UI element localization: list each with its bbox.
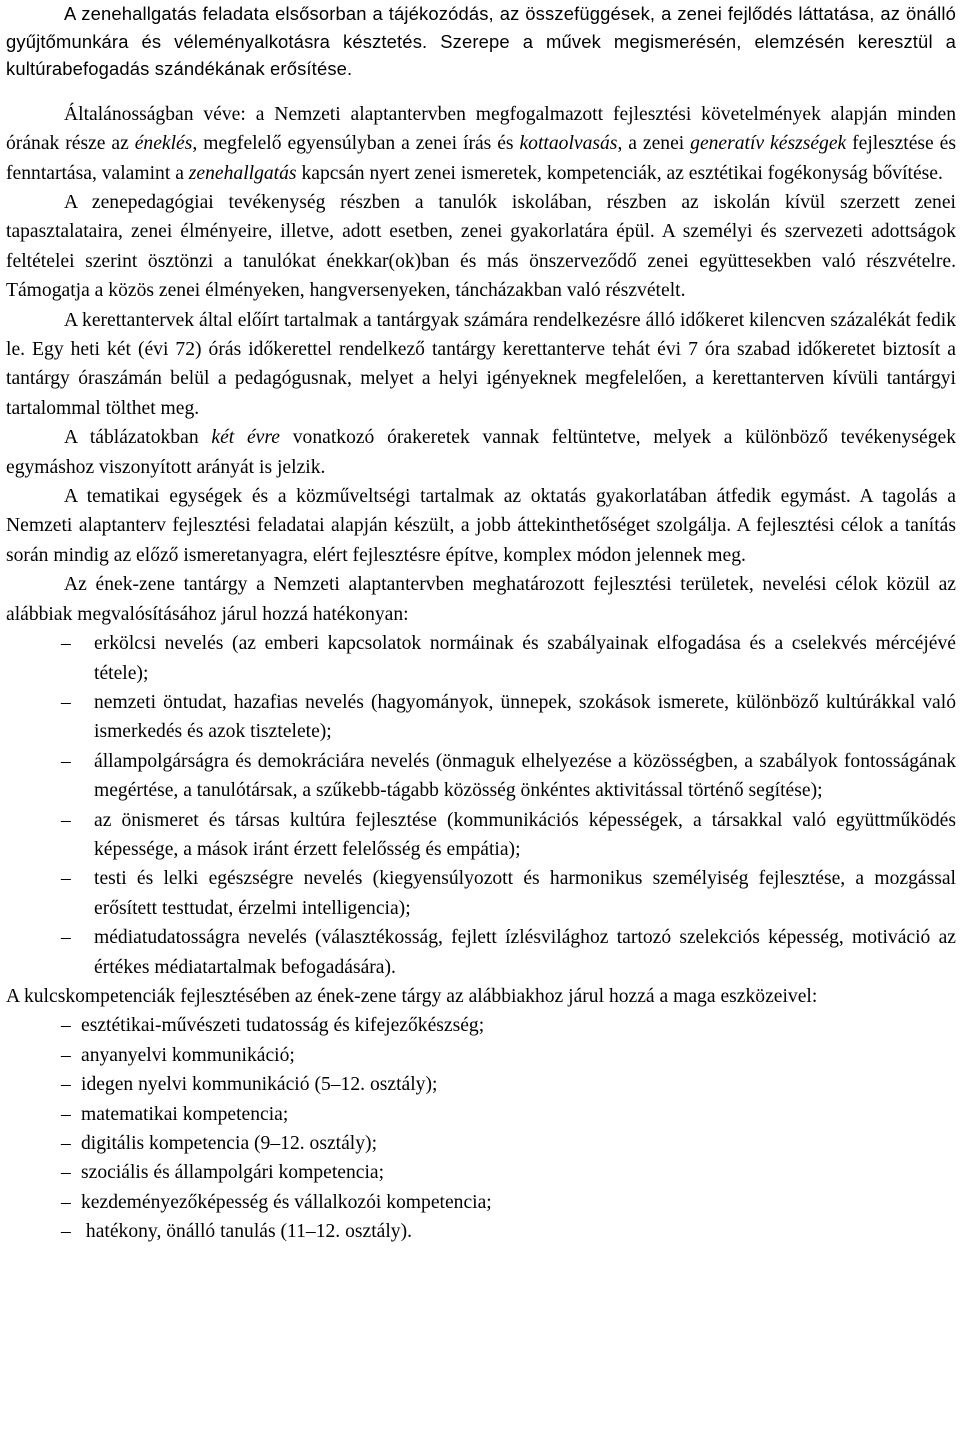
framework-paragraph: A kerettantervek által előírt tartalmak a tantárgyak számára rendelkezésre álló időkeret kilencven százalékát fedik le. Egy heti két (évi 72) órás időkerettel rendelkező tantárgy kerettanterve tehát évi 7 óra szabad időkeretet biztosít a tantárgy óraszámán belül a pedagógusnak, melyet a helyi igényeknek megfelelően, a kerettanterven kívüli tantárgyi tartalommal tölthet meg.: [6, 309, 956, 419]
competencies-intro-paragraph: A kulcskompetenciák fejlesztésében az ének-zene tárgy az alábbiakhoz járul hozzá a maga eszközeivel:: [6, 985, 818, 1007]
music-pedagogy-paragraph: A zenepedagógiai tevékenység részben a tanulók iskolában, részben az iskolán kívül szerzett zenei tapasztalataira, zenei élményeire, illetve, adott esetben, zenei gyakorlatára épül. A személyi és szervezeti adottságok feltételei szerint ösztönzi a tanulókat énekkar(ok)ban és más önszerveződő zenei együttesekben való részvételre. Támogatja a közös zenei élményeken, hangversenyeken, táncházakban való részvételt.: [6, 192, 956, 302]
dash-bullet: –: [61, 1103, 71, 1125]
list-item: – digitális kompetencia (9–12. osztály);: [6, 1129, 956, 1158]
dash-bullet: –: [61, 809, 71, 831]
list-item: – anyanyelvi kommunikáció;: [6, 1041, 956, 1070]
dash-bullet: –: [61, 1074, 71, 1096]
list-item: – szociális és állampolgári kompetencia;: [6, 1158, 956, 1187]
general-text-3: , a zenei: [617, 133, 691, 155]
general-text-5: kapcsán nyert zenei ismeretek, kompetenciák, az esztétikai fogékonyság bővítése.: [296, 162, 943, 184]
general-text-2: , megfelelő egyensúlyban a zenei írás és: [192, 133, 520, 155]
dash-bullet: –: [61, 1221, 71, 1243]
dash-bullet: –: [61, 1191, 71, 1213]
dash-bullet: –: [61, 691, 71, 713]
thematic-units-paragraph: A tematikai egységek és a közműveltségi tartalmak az oktatás gyakorlatában átfedik egymást. A tagolás a Nemzeti alaptanterv fejlesztési feladatai alapján készült, a jobb áttekinthetőséget szolgálja. A fejlesztési célok a tanítás során mindig az előző ismeretanyagra, elért fejlesztésre építve, komplex módon jelennek meg.: [6, 486, 956, 566]
tables-italic-two-years: két évre: [211, 427, 280, 449]
list-item: – matematikai kompetencia;: [6, 1100, 956, 1129]
list-item: – médiatudatosságra nevelés (választékosság, fejlett ízlésvilághoz tartozó szelekciós képesség, motiváció az értékes médiatartalmak befogadására).: [6, 923, 956, 982]
tables-paragraph: [6, 423, 956, 482]
dash-bullet: –: [61, 1162, 71, 1184]
list-item: – nemzeti öntudat, hazafias nevelés (hagyományok, ünnepek, szokások ismerete, különböző kultúrákkal való ismerkedés és azok tisztelete);: [6, 688, 956, 747]
tables-text-2: vonatkozó órakeretek vannak feltüntetve, melyek a különböző tevékenységek egymáshoz viszonyított arányát is jelzik.: [6, 427, 957, 478]
general-italic-music-listening: zenehallgatás: [188, 162, 297, 184]
list-item: – kezdeményezőképesség és vállalkozói kompetencia;: [6, 1188, 956, 1217]
general-text-1: Általánosságban véve: a Nemzeti alaptantervben megfogalmazott fejlesztési követelmények alapján minden órának része az: [6, 103, 956, 155]
dash-bullet: –: [61, 750, 71, 772]
general-italic-singing: éneklés: [134, 133, 193, 155]
list-item: – idegen nyelvi kommunikáció (5–12. osztály);: [6, 1070, 956, 1099]
general-italic-generative-skills: generatív készségek: [690, 133, 847, 155]
tables-text-1: A táblázatokban: [64, 427, 212, 449]
list-item: – hatékony, önálló tanulás (11–12. osztály).: [6, 1217, 956, 1246]
intro-paragraph: A zenehallgatás feladata elsősorban a tájékozódás, az összefüggések, a zenei fejlődés láttatása, az önálló gyűjtőmunkára és véleményalkotásra késztetés. Szerepe a művek megismerésén, elemzésén keresztül a kultúrabefogadás szándékának erősítése.: [6, 3, 956, 80]
goals-list: [6, 629, 956, 982]
list-item: – az önismeret és társas kultúra fejlesztése (kommunikációs képességek, a társakkal való együttműködés képessége, a mások iránt érzett felelősség és empátia);: [6, 806, 956, 865]
list-item: – testi és lelki egészségre nevelés (kiegyensúlyozott és harmonikus személyiség fejlesztése, a mozgással erősített testtudat, érzelmi intelligencia);: [6, 864, 956, 923]
dash-bullet: –: [61, 1015, 71, 1037]
competencies-list: [6, 1011, 956, 1246]
list-item: – erkölcsi nevelés (az emberi kapcsolatok normáinak és szabályainak elfogadása és a cselekvés mércéjévé tétele);: [6, 629, 956, 688]
document-page: [6, 0, 956, 1247]
dash-bullet: –: [61, 868, 71, 890]
goals-intro-paragraph: Az ének-zene tantárgy a Nemzeti alaptantervben meghatározott fejlesztési területek, nevelési célok közül az alábbiak megvalósításához járul hozzá hatékonyan:: [6, 574, 956, 625]
general-paragraph: [6, 100, 956, 188]
general-italic-score-reading: kottaolvasás: [519, 133, 618, 155]
list-item: – állampolgárságra és demokráciára nevelés (önmaguk elhelyezése a közösségben, a szabályok fontosságának megértése, a tanulótársak, a szűkebb-tágabb közösség önkéntes aktivitással történő segítése);: [6, 747, 956, 806]
dash-bullet: –: [61, 1044, 71, 1066]
dash-bullet: –: [61, 1133, 71, 1154]
dash-bullet: –: [61, 927, 71, 949]
dash-bullet: –: [61, 633, 71, 655]
general-text-4: fejlesztése és fenntartása, valamint a: [6, 133, 956, 184]
list-item: – esztétikai-művészeti tudatosság és kifejezőkészség;: [6, 1011, 956, 1040]
